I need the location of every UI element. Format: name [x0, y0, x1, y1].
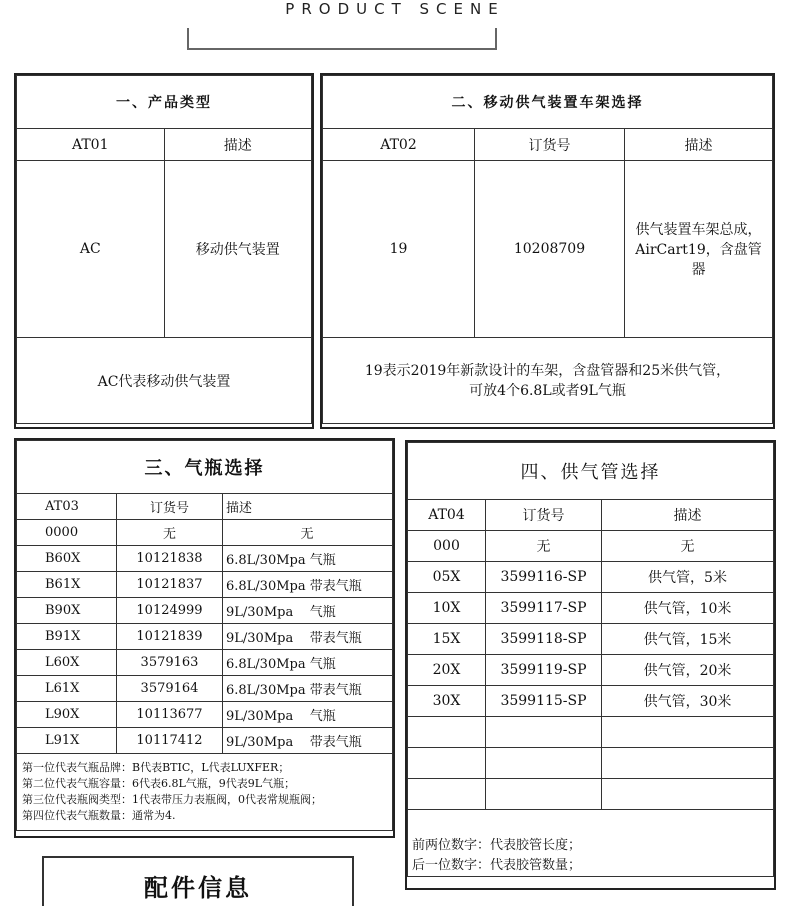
cell-desc: 供气装置车架总成，AirCart19，含盘管器	[625, 161, 773, 338]
column-header-order: 订货号	[475, 129, 625, 161]
cell-code: 19	[323, 161, 475, 338]
table-row	[17, 676, 393, 702]
parts-info-title: 配件信息	[144, 874, 252, 902]
cell-code: AC	[17, 161, 165, 338]
cell-desc: 9L/30Mpa 气瓶	[223, 598, 393, 624]
empty-row	[408, 779, 774, 810]
cart-selection-section	[320, 73, 775, 429]
cell-code: 10X	[408, 593, 486, 624]
column-header-order: 订货号	[486, 500, 602, 531]
column-header-desc: 描述	[602, 500, 774, 531]
table-row	[17, 546, 393, 572]
cell-code: B60X	[17, 546, 117, 572]
product-type-section	[14, 73, 314, 429]
cell-desc: 供气管，10米	[602, 593, 774, 624]
section-notes	[17, 754, 393, 831]
section-title: 二、移动供气装置车架选择	[323, 76, 773, 129]
cell-order-number: 3579163	[117, 650, 223, 676]
cell-desc: 6.8L/30Mpa 带表气瓶	[223, 572, 393, 598]
cell-desc: 无	[223, 520, 393, 546]
note-line: 第二位代表气瓶容量：6代表6.8L气瓶，9代表9L气瓶；	[22, 777, 296, 790]
cell-order-number: 3599119-SP	[486, 655, 602, 686]
cell-order-number: 10124999	[117, 598, 223, 624]
section-notes	[408, 810, 774, 877]
section-note: AC代表移动供气装置	[17, 338, 312, 424]
section-title: 一、产品类型	[17, 76, 312, 129]
cell-desc: 9L/30Mpa 气瓶	[223, 702, 393, 728]
table-row	[408, 624, 774, 655]
table-row	[17, 520, 393, 546]
column-header-desc: 描述	[625, 129, 773, 161]
cell-code: B91X	[17, 624, 117, 650]
note-line: 第一位代表气瓶品牌：B代表BTIC，L代表LUXFER；	[22, 761, 290, 774]
cell-code: 15X	[408, 624, 486, 655]
cell-order-number: 3599116-SP	[486, 562, 602, 593]
cell-desc: 9L/30Mpa 带表气瓶	[223, 728, 393, 754]
column-header-code: AT03	[17, 494, 117, 520]
table-row	[408, 593, 774, 624]
note-line: 19表示2019年新款设计的车架，含盘管器和25米供气管，	[364, 362, 731, 379]
cell-code: 000	[408, 531, 486, 562]
cell-order-number: 10117412	[117, 728, 223, 754]
empty-row	[408, 748, 774, 779]
table-row	[17, 598, 393, 624]
cell-desc: 6.8L/30Mpa 气瓶	[223, 650, 393, 676]
table-row	[17, 728, 393, 754]
cell-desc: 供气管，5米	[602, 562, 774, 593]
note-line: 可放4个6.8L或者9L气瓶	[469, 382, 626, 399]
column-header-order: 订货号	[117, 494, 223, 520]
column-header-desc: 描述	[164, 129, 312, 161]
section-note	[323, 338, 773, 424]
table-row	[17, 650, 393, 676]
note-line: 前两位数字：代表胶管长度；	[412, 838, 582, 853]
cell-order-number: 10208709	[475, 161, 625, 338]
cart-selection-table	[322, 75, 773, 424]
cell-desc: 供气管，30米	[602, 686, 774, 717]
hose-selection-section	[405, 440, 776, 890]
table-row	[17, 702, 393, 728]
table-row	[17, 161, 312, 338]
table-row	[17, 624, 393, 650]
empty-row	[408, 717, 774, 748]
cell-code: 0000	[17, 520, 117, 546]
product-type-table	[16, 75, 312, 424]
cell-desc: 6.8L/30Mpa 气瓶	[223, 546, 393, 572]
cell-desc: 9L/30Mpa 带表气瓶	[223, 624, 393, 650]
table-row	[408, 686, 774, 717]
column-header-desc: 描述	[223, 494, 393, 520]
cell-code: L91X	[17, 728, 117, 754]
cell-order-number: 3579164	[117, 676, 223, 702]
cell-desc: 6.8L/30Mpa 带表气瓶	[223, 676, 393, 702]
column-header-code: AT02	[323, 129, 475, 161]
cell-order-number: 3599118-SP	[486, 624, 602, 655]
note-line: 第三位代表瓶阀类型：1代表带压力表瓶阀，0代表常规瓶阀；	[22, 793, 322, 806]
cell-desc: 供气管，20米	[602, 655, 774, 686]
cell-code: 30X	[408, 686, 486, 717]
cell-order-number: 3599115-SP	[486, 686, 602, 717]
title-bracket-divider	[187, 28, 497, 50]
cell-code: L61X	[17, 676, 117, 702]
cell-code: L60X	[17, 650, 117, 676]
cell-order-number: 10121839	[117, 624, 223, 650]
cell-code: B90X	[17, 598, 117, 624]
note-line: 第四位代表气瓶数量：通常为4.	[22, 809, 176, 822]
cell-code: 20X	[408, 655, 486, 686]
table-row	[17, 572, 393, 598]
cell-code: L90X	[17, 702, 117, 728]
cell-desc: 供气管，15米	[602, 624, 774, 655]
table-row	[408, 531, 774, 562]
hose-selection-table	[407, 442, 774, 877]
cell-desc: 移动供气装置	[164, 161, 312, 338]
product-scene-title: PRODUCT SCENE	[285, 0, 505, 18]
note-line: 后一位数字：代表胶管数量；	[412, 858, 582, 873]
column-header-code: AT04	[408, 500, 486, 531]
cell-order-number: 10121838	[117, 546, 223, 572]
table-row	[408, 655, 774, 686]
cell-code: B61X	[17, 572, 117, 598]
table-row	[323, 161, 773, 338]
cell-code: 05X	[408, 562, 486, 593]
cylinder-selection-table	[16, 440, 393, 831]
table-row	[408, 562, 774, 593]
cell-order-number: 10113677	[117, 702, 223, 728]
cell-order-number: 无	[486, 531, 602, 562]
section-title: 四、供气管选择	[408, 443, 774, 500]
cylinder-selection-section	[14, 438, 395, 838]
column-header-code: AT01	[17, 129, 165, 161]
cell-order-number: 无	[117, 520, 223, 546]
cell-desc: 无	[602, 531, 774, 562]
section-title: 三、气瓶选择	[17, 441, 393, 494]
cell-order-number: 3599117-SP	[486, 593, 602, 624]
cell-order-number: 10121837	[117, 572, 223, 598]
